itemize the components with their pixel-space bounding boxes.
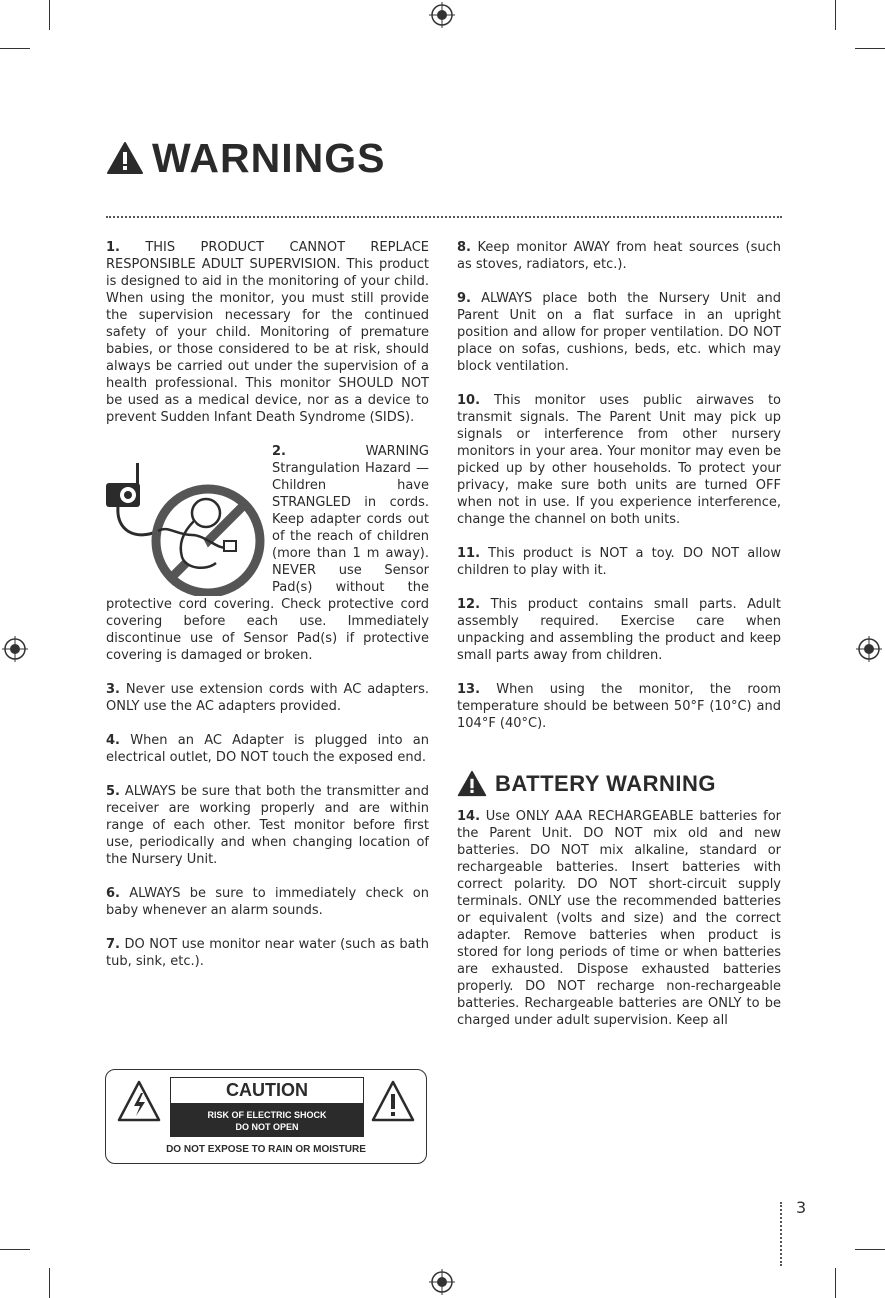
warning-item-5: 5. ALWAYS be sure that both the transmitter and receiver are working properly and are within range of each other. Test monitor before first use, periodically and when changing location of the Nursery Unit. xyxy=(106,784,429,867)
caution-line-2: DO NOT OPEN xyxy=(235,1122,299,1132)
page-title-text: WARNINGS xyxy=(152,134,386,181)
page-number-divider xyxy=(780,1202,782,1266)
caution-label xyxy=(105,1069,427,1164)
warning-item-13: 13. When using the monitor, the room temperature should be between 50°F (10°C) and 104°F (40°C). xyxy=(457,682,781,731)
crop-mark xyxy=(0,48,30,49)
warning-item-6: 6. ALWAYS be sure to immediately check on baby whenever an alarm sounds. xyxy=(106,886,429,918)
strangulation-hazard-icon xyxy=(106,461,266,596)
warning-item-8: 8. Keep monitor AWAY from heat sources (such as stoves, radiators, etc.). xyxy=(457,240,781,272)
electric-shock-icon xyxy=(116,1079,162,1123)
battery-warning-heading xyxy=(457,768,781,798)
left-column xyxy=(106,239,429,987)
warning-item-14: 14. Use ONLY AAA RECHARGEABLE batteries for the Parent Unit. DO NOT mix old and new batteries. DO NOT mix alkaline, standard or rechargeable batteries. Insert batteries with correct polarity. DO NOT short-circuit supply terminals. ONLY use the recommended batteries or equivalent (volts and size) and the correct adapter. Remove batteries when product is stored for long periods of time or when batteries are exhausted. Dispose exhausted batteries properly. DO NOT recharge non-rechargeable batteries. Rechargeable batteries are ONLY to be charged under adult supervision. Keep all xyxy=(457,809,781,1028)
warning-item-9: 9. ALWAYS place both the Nursery Unit and Parent Unit on a flat surface in an upright position and allow for proper ventilation. DO NOT place on sofas, cushions, beds, etc. which may block ventilation. xyxy=(457,291,781,374)
caution-box xyxy=(170,1077,364,1137)
crop-mark xyxy=(49,1268,50,1298)
registration-mark-icon xyxy=(429,1269,455,1295)
crop-mark xyxy=(835,1268,836,1298)
page-title xyxy=(106,133,386,183)
warning-icon xyxy=(457,770,487,797)
crop-mark xyxy=(0,1249,30,1250)
caution-line-1: RISK OF ELECTRIC SHOCK xyxy=(207,1110,327,1120)
warning-item-12: 12. This product contains small parts. Adult assembly required. Exercise care when unpacking and assembling the product and keep small parts away from children. xyxy=(457,597,782,663)
warning-item-3: 3. Never use extension cords with AC adapters. ONLY use the AC adapters provided. xyxy=(106,682,429,714)
registration-mark-icon xyxy=(856,636,882,662)
warning-item-10: 10. This monitor uses public airwaves to transmit signals. The Parent Unit may pick up signals or interference from other nursery monitors in your area. Your monitor may even be picked up by other households. To protect your privacy, make sure both units are turned OFF when not in use. If you experience interference, change the channel on both units. xyxy=(457,393,781,527)
caution-footer: DO NOT EXPOSE TO RAIN OR MOISTURE xyxy=(166,1144,366,1155)
warning-item-2: 2. WARNING Strangulation Hazard — Children have STRANGLED in cords. Keep adapter cords out of the reach of children (more than 1 m away). NEVER use Sensor Pad(s) without the protective cord covering. Check protective cord covering before each use. Immediately discontinue use of Sensor Pad(s) if protective covering is damaged or broken. xyxy=(106,444,429,663)
crop-mark xyxy=(49,0,50,30)
warning-item-4: 4. When an AC Adapter is plugged into an electrical outlet, DO NOT touch the exposed end. xyxy=(106,733,429,765)
warning-item-11: 11. This product is NOT a toy. DO NOT allow children to play with it. xyxy=(457,546,781,578)
crop-mark xyxy=(855,48,885,49)
exclamation-warning-icon xyxy=(370,1079,416,1123)
page-number: 3 xyxy=(796,1198,807,1217)
dotted-divider xyxy=(106,216,782,218)
warning-icon xyxy=(106,141,144,175)
warning-item-1: 1. THIS PRODUCT CANNOT REPLACE RESPONSIBLE ADULT SUPERVISION. This product is designed to aid in the monitoring of your child. When using the monitor, you must still provide the supervision necessary for the continued safety of your child. Monitoring of premature babies, or those considered to be at risk, should always be carried out under the supervision of a health professional. This monitor SHOULD NOT be used as a medical device, nor as a device to prevent Sudden Infant Death Syndrome (SIDS). xyxy=(106,240,429,425)
crop-mark xyxy=(835,0,836,30)
crop-mark xyxy=(855,1249,885,1250)
registration-mark-icon xyxy=(2,636,28,662)
right-column xyxy=(457,239,781,1046)
warning-item-7: 7. DO NOT use monitor near water (such as bath tub, sink, etc.). xyxy=(106,937,429,969)
battery-warning-title: BATTERY WARNING xyxy=(495,770,716,796)
caution-word: CAUTION xyxy=(170,1077,364,1104)
registration-mark-icon xyxy=(429,2,455,28)
